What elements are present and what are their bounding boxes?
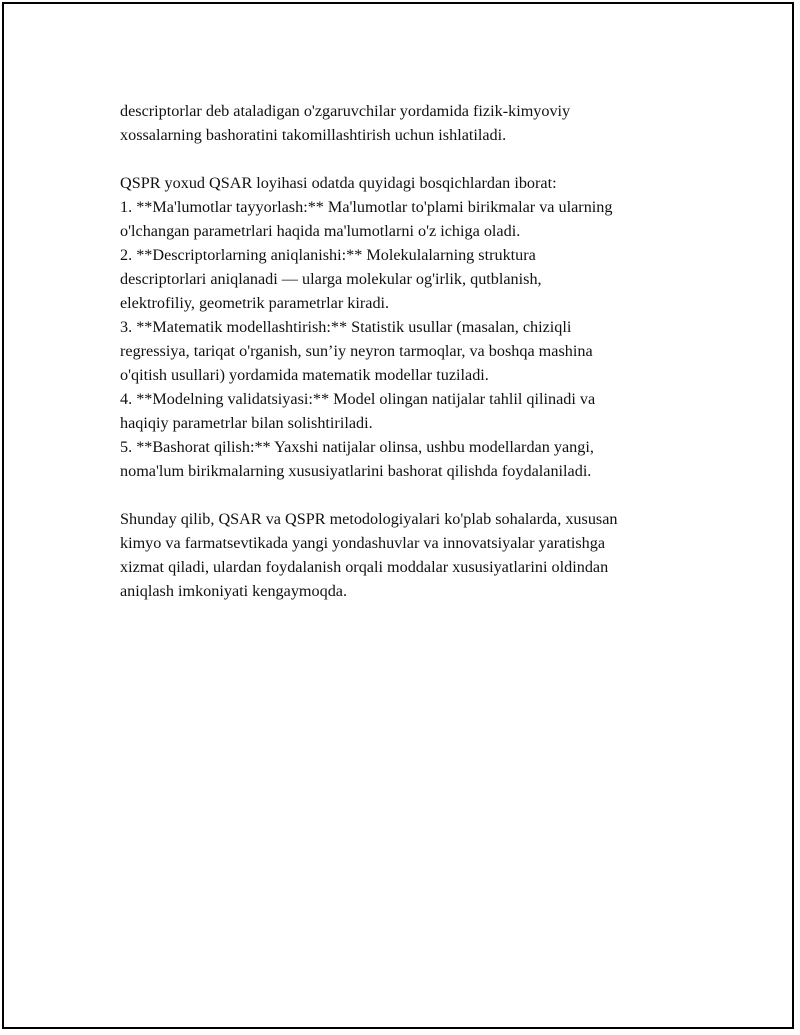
document-body — [120, 99, 710, 603]
paragraph-gap — [120, 147, 710, 171]
text-line: aniqlash imkoniyati kengaymoqda. — [120, 582, 348, 600]
step-5-line: noma'lum birikmalarning xususiyatlarini bashorat qilishda foydalaniladi. — [120, 462, 592, 480]
steps-intro-line: QSPR yoxud QSAR loyihasi odatda quyidagi bosqichlardan iborat: — [120, 174, 557, 192]
conclusion-paragraph — [120, 507, 710, 603]
intro-paragraph — [120, 99, 710, 147]
text-line: kimyo va farmatsevtikada yangi yondashuvlar va innovatsiyalar yaratishga — [120, 534, 606, 552]
step-4-line: 4. **Modelning validatsiyasi:** Model olingan natijalar tahlil qilinadi va — [120, 390, 596, 408]
step-5-line: 5. **Bashorat qilish:** Yaxshi natijalar olinsa, ushbu modellardan yangi, — [120, 438, 594, 456]
text-line: descriptorlar deb ataladigan o'zgaruvchilar yordamida fizik-kimyoviy — [120, 102, 571, 120]
step-2-line: descriptorlari aniqlanadi — ularga molekular og'irlik, qutblanish, — [120, 270, 542, 288]
step-3-line: o'qitish usullari) yordamida matematik modellar tuziladi. — [120, 366, 489, 384]
page-frame — [2, 2, 794, 1029]
step-2-line: 2. **Descriptorlarning aniqlanishi:** Molekulalarning struktura — [120, 246, 536, 264]
steps-paragraph — [120, 171, 710, 483]
text-line: xossalarning bashoratini takomillashtirish uchun ishlatiladi. — [120, 126, 507, 144]
step-1-line: 1. **Ma'lumotlar tayyorlash:** Ma'lumotlar to'plami birikmalar va ularning — [120, 198, 613, 216]
step-4-line: haqiqiy parametrlar bilan solishtiriladi. — [120, 414, 373, 432]
step-3-line: 3. **Matematik modellashtirish:** Statistik usullar (masalan, chiziqli — [120, 318, 572, 336]
step-3-line: regressiya, tariqat o'rganish, sun’iy neyron tarmoqlar, va boshqa mashina — [120, 342, 593, 360]
paragraph-gap — [120, 483, 710, 507]
step-2-line: elektrofiliy, geometrik parametrlar kiradi. — [120, 294, 390, 312]
text-line: xizmat qiladi, ulardan foydalanish orqali moddalar xususiyatlarini oldindan — [120, 558, 609, 576]
step-1-line: o'lchangan parametrlari haqida ma'lumotlarni o'z ichiga oladi. — [120, 222, 521, 240]
text-line: Shunday qilib, QSAR va QSPR metodologiyalari ko'plab sohalarda, xususan — [120, 510, 618, 528]
